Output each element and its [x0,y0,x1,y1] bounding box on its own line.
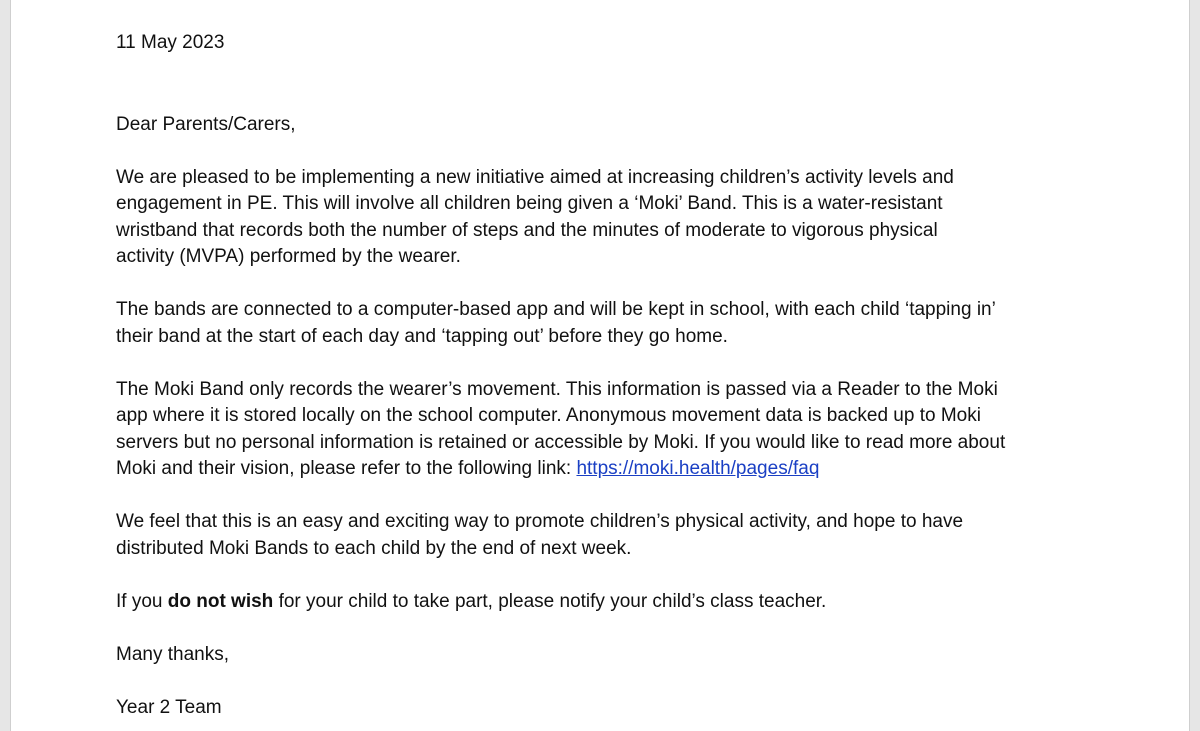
paragraph-initiative [116,165,1116,271]
paragraph-line: wristband that records both the number of steps and the minutes of moderate to vigorous physical [116,219,938,241]
paragraph-line: their band at the start of each day and ‘tapping out’ before they go home. [116,325,728,347]
opt-out-prefix: If you [116,590,168,612]
paragraph-line: distributed Moki Bands to each child by the end of next week. [116,537,632,559]
paragraph-line: app where it is stored locally on the school computer. Anonymous movement data is backed up to Moki [116,405,981,426]
paragraph-line: engagement in PE. This will involve all children being given a ‘Moki’ Band. This is a water-resistant [116,193,943,214]
paragraph-opt-out [116,589,1116,616]
paragraph-line: We feel that this is an easy and exciting way to promote children’s physical activity, and hope to have [116,511,964,532]
letter-date: 11 May 2023 [116,32,225,53]
link-intro-text: Moki and their vision, please refer to the following link: [116,458,577,479]
document-page [10,0,1190,731]
opt-out-suffix: for your child to take part, please notify your child’s class teacher. [273,590,827,612]
paragraph-privacy [116,377,1116,483]
paragraph-line: servers but no personal information is retained or accessible by Moki. If you would like to read more about [116,431,1006,453]
faq-link[interactable]: https://moki.health/pages/faq [576,458,820,479]
paragraph-line [116,456,1116,483]
opt-out-emphasis: do not wish [167,590,274,612]
signature: Year 2 Team [116,696,222,718]
salutation: Dear Parents/Carers, [116,113,296,135]
paragraph-line: activity (MVPA) performed by the wearer. [116,246,461,267]
paragraph-rollout [116,509,1116,562]
letter-body [116,30,1116,721]
paragraph-app [116,297,1116,350]
paragraph-line: The bands are connected to a computer-based app and will be kept in school, with each child ‘tapping in’ [116,299,996,320]
closing: Many thanks, [116,643,229,665]
paragraph-line: We are pleased to be implementing a new initiative aimed at increasing children’s activity levels and [116,166,954,188]
paragraph-line: The Moki Band only records the wearer’s movement. This information is passed via a Reader to the Moki [116,378,998,400]
